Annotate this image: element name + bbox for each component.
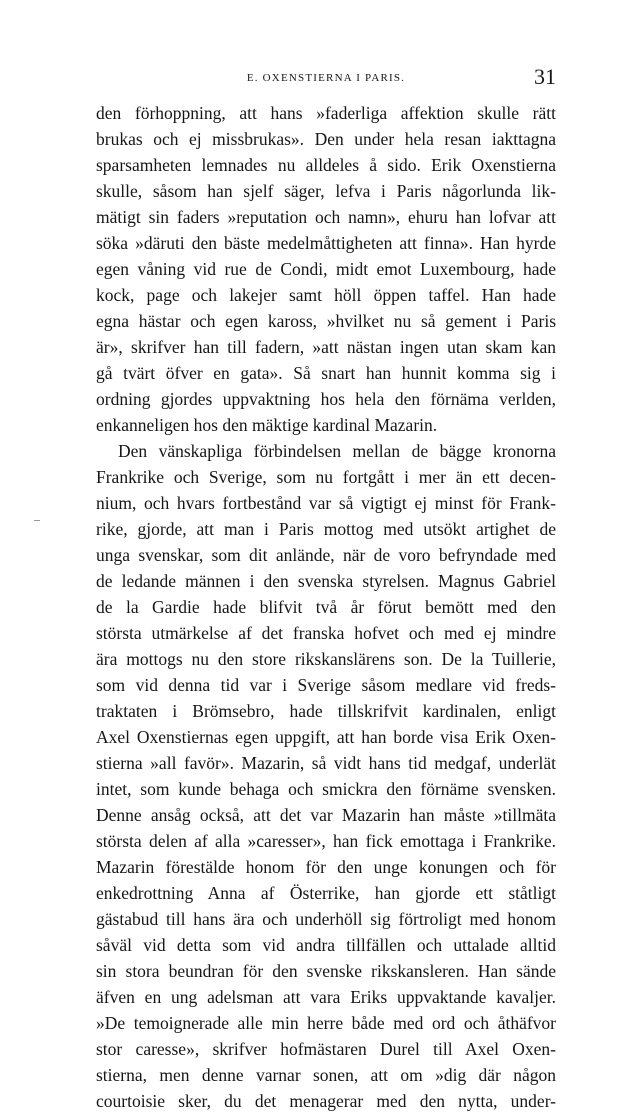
- text-line: största utmärkelse af det franska hofvet och med ej mindre: [96, 623, 556, 643]
- text-line: sparsamheten lemnades nu alldeles å sido. Erik Oxenstierna: [96, 155, 556, 175]
- margin-mark: [34, 520, 40, 521]
- text-line: sin stora beundran för den svenske rikskansleren. Han sände: [96, 961, 556, 981]
- text-line: söka »däruti den bäste medelmåttigheten att finna». Han hyrde: [96, 233, 556, 253]
- text-line: stierna »all favör». Mazarin, så vidt hans tid medgaf, underlät: [96, 753, 556, 773]
- text-line: är», skrifver han till fadern, »att nästan ingen utan skam kan: [96, 337, 556, 357]
- text-line: Den vänskapliga förbindelsen mellan de bägge kronorna: [118, 441, 556, 461]
- text-line: såväl vid detta som vid andra tillfällen och uttalade alltid: [96, 935, 556, 955]
- text-line: Axel Oxenstiernas egen uppgift, att han borde visa Erik Oxen-: [96, 727, 556, 747]
- page-number: 31: [534, 64, 556, 89]
- text-line: ära mottogs nu den store rikskanslärens son. De la Tuillerie,: [96, 649, 556, 669]
- text-line: den förhoppning, att hans »faderliga affektion skulle rätt: [96, 103, 556, 123]
- text-line: enkedrottning Anna af Österrike, han gjorde ett ståtligt: [96, 883, 556, 903]
- text-line: egna hästar och egen kaross, »hvilket nu så gement i Paris: [96, 311, 556, 331]
- text-line: gå tvärt öfver en gata». Så snart han hunnit komma sig i: [96, 363, 556, 383]
- text-line: brukas och ej missbrukas». Den under hela resan iakttagna: [96, 129, 556, 149]
- text-line: unga svenskar, som dit anlände, när de voro befryndade med: [96, 545, 556, 565]
- text-line: de ledande männen i den svenska styrelsen. Magnus Gabriel: [96, 571, 556, 591]
- text-line: mätigt sin faders »reputation och namn», ehuru han lofvar att: [96, 207, 556, 227]
- text-line: kock, page och lakejer samt höll öppen taffel. Han hade: [96, 285, 556, 305]
- text-line: Mazarin förestälde honom för den unge konungen och för: [96, 857, 556, 877]
- text-line: ordning gjordes uppvaktning hos hela den förnäma verlden,: [96, 389, 556, 409]
- text-line: nium, och hvars fortbestånd var så vigtigt ej minst för Frank-: [96, 493, 556, 513]
- text-line: stor caresse», skrifver hofmästaren Durel till Axel Oxen-: [96, 1039, 556, 1059]
- text-line: courtoisie sker, du det menagerar med den nytta, under-: [96, 1091, 556, 1111]
- running-title: E. OXENSTIERNA I PARIS.: [246, 72, 406, 84]
- text-line: traktaten i Brömsebro, hade tillskrifvit kardinalen, enligt: [96, 701, 556, 721]
- text-line: »De temoignerade alle min herre både med ord och åthäfvor: [96, 1013, 556, 1033]
- text-line: Frankrike och Sverige, som nu fortgått i mer än ett decen-: [96, 467, 556, 487]
- text-line: enkanneligen hos den mäktige kardinal Mazarin.: [96, 415, 438, 435]
- text-line: rike, gjorde, att man i Paris mottog med utsökt artighet de: [96, 519, 556, 539]
- body-text: [96, 100, 556, 1114]
- text-line: gästabud till hans ära och underhöll sig förtroligt med honom: [96, 909, 556, 929]
- text-line: de la Gardie hade blifvit två år förut bemött med den: [96, 597, 556, 617]
- text-line: stierna, men denne varnar sonen, att om »dig där någon: [96, 1065, 556, 1085]
- running-head: [96, 64, 556, 92]
- text-line: som vid denna tid var i Sverige såsom medlare vid freds-: [96, 675, 556, 695]
- text-line: största delen af alla »caresser», han fick emottaga i Frankrike.: [96, 831, 556, 851]
- text-line: äfven en ung adelsman att vara Eriks uppvaktande kavaljer.: [96, 987, 556, 1007]
- text-line: Denne ansåg också, att det var Mazarin han måste »tillmäta: [96, 805, 556, 825]
- text-line: skulle, såsom han sjelf säger, lefva i Paris någorlunda lik-: [96, 181, 556, 201]
- text-line: egen våning vid rue de Condi, midt emot Luxembourg, hade: [96, 259, 556, 279]
- text-line: intet, som kunde behaga och smickra den förnäme svensken.: [96, 779, 556, 799]
